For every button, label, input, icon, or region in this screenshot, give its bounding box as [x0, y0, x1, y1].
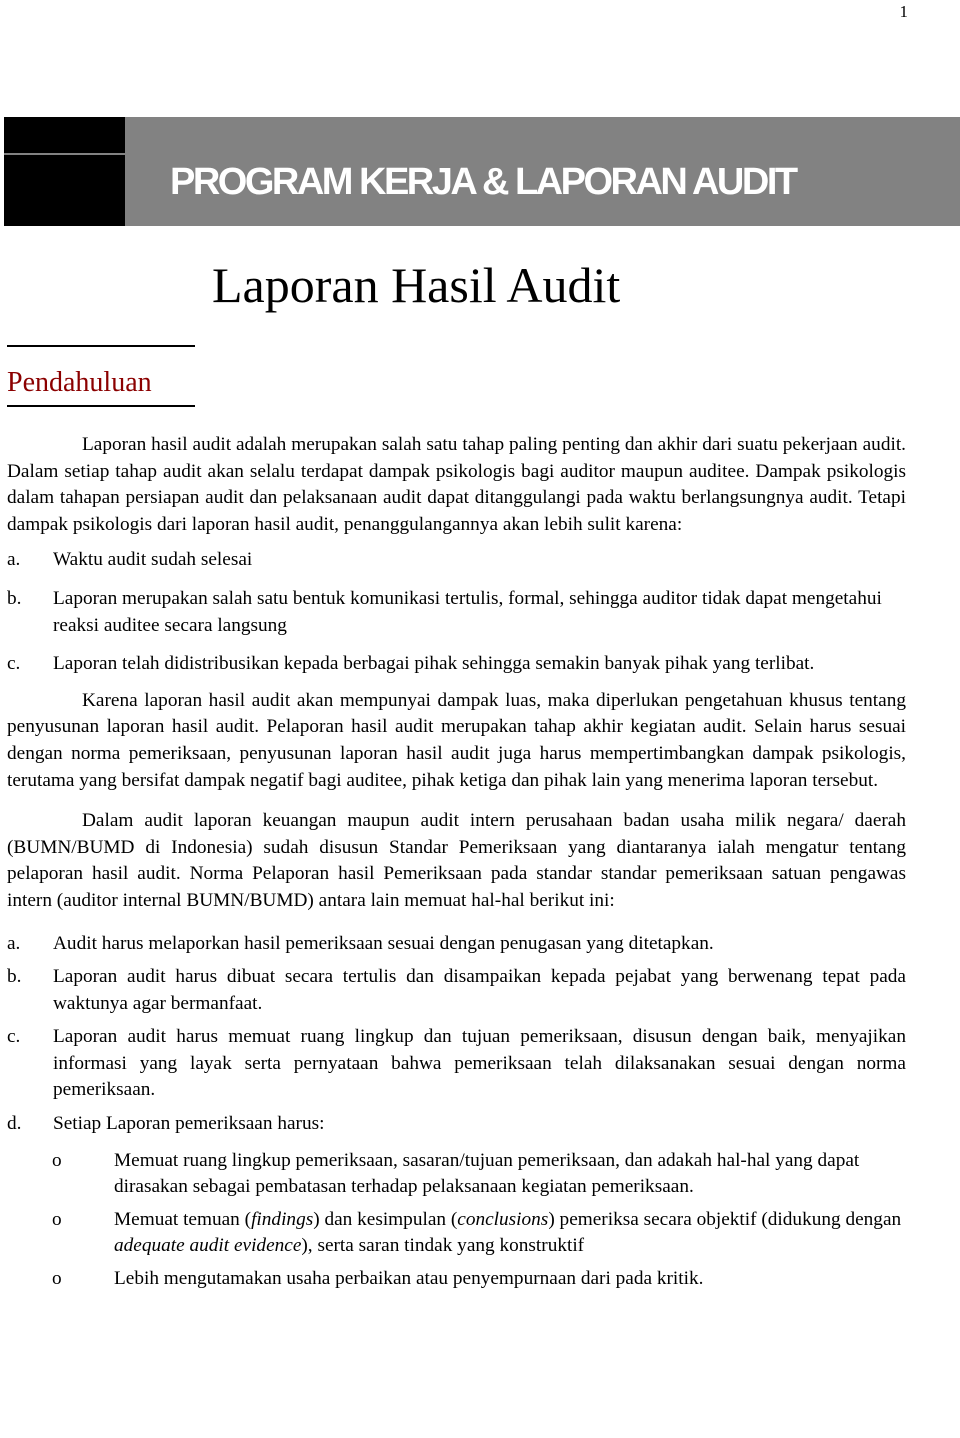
list-item	[7, 547, 906, 574]
bullet-marker: o	[52, 1268, 62, 1290]
section-rule-top	[7, 345, 195, 347]
page-number: 1	[899, 2, 908, 21]
italic-term: findings	[251, 1208, 314, 1230]
page-title: Laporan Hasil Audit	[212, 257, 621, 313]
sub-list-item	[7, 1266, 906, 1293]
list-item-text: Laporan audit harus dibuat secara tertulis dan disampaikan kepada pejabat yang berwenang tepat pada waktunya agar bermanfaat.	[53, 966, 906, 1014]
document-body	[7, 432, 906, 1299]
standards-list	[7, 931, 906, 1138]
list-item-text: Waktu audit sudah selesai	[53, 549, 253, 571]
list-item	[7, 931, 906, 958]
sub-items-list	[7, 1148, 906, 1293]
sub-list-item	[7, 1207, 906, 1260]
list-item	[7, 1024, 906, 1104]
sub-list-item	[7, 1148, 906, 1201]
sub-item-text: Memuat ruang lingkup pemeriksaan, sasaran/tujuan pemeriksaan, dan adakah hal-hal yang dapat dirasakan sebagai pembatasan terhadap pelaksanaan kegiatan pemeriksaan.	[114, 1149, 860, 1198]
reasons-list	[7, 547, 906, 677]
list-marker: d.	[7, 1113, 22, 1135]
section-rule-bottom	[7, 405, 195, 407]
list-item	[7, 651, 906, 678]
sub-item-text: Lebih mengutamakan usaha perbaikan atau penyempurnaan dari pada kritik.	[114, 1268, 704, 1290]
bullet-marker: o	[52, 1149, 62, 1171]
bullet-marker: o	[52, 1208, 62, 1230]
list-item-text: Audit harus melaporkan hasil pemeriksaan sesuai dengan penugasan yang ditetapkan.	[53, 932, 714, 954]
list-marker: c.	[7, 653, 21, 675]
italic-term: conclusions	[457, 1208, 549, 1230]
list-marker: c.	[7, 1026, 21, 1048]
list-item	[7, 1111, 906, 1138]
list-marker: a.	[7, 932, 21, 954]
list-item-text: Laporan audit harus memuat ruang lingkup dan tujuan pemeriksaan, disusun dengan baik, menyajikan informasi yang layak serta pernyataan bahwa pemeriksaan telah dilaksanakan sesuai dengan norma pemeriksaan.	[53, 1026, 906, 1101]
list-item-text: Setiap Laporan pemeriksaan harus:	[53, 1113, 325, 1135]
list-marker: b.	[7, 966, 22, 988]
banner-black-block	[4, 117, 125, 226]
list-marker: a.	[7, 549, 21, 571]
header-banner	[4, 117, 960, 226]
intro-paragraph: Laporan hasil audit adalah merupakan salah satu tahap paling penting dan akhir dari suatu pekerjaan audit. Dalam setiap tahap audit akan selalu terdapat dampak psikologis bagi auditor maupun auditee. Dampak psikologis dalam tahapan persiapan audit dan pelaksanaan audit dapat ditanggulangi pada waktu berlangsungnya audit. Tetapi dampak psikologis dari laporan hasil audit, penanggulangannya akan lebih sulit karena:	[7, 434, 906, 535]
italic-term: adequate audit evidence	[114, 1235, 302, 1257]
list-item-text: Laporan merupakan salah satu bentuk komunikasi tertulis, formal, sehingga auditor tidak dapat mengetahui reaksi auditee secara langsung	[53, 587, 882, 636]
sub-item-text: Memuat temuan (findings) dan kesimpulan (conclusions) pemeriksa secara objektif (didukung dengan adequate audit evidence), serta saran tindak yang konstruktif	[114, 1208, 902, 1257]
list-item	[7, 586, 906, 639]
banner-title: PROGRAM KERJA & LAPORAN AUDIT	[170, 161, 796, 203]
list-marker: b.	[7, 587, 22, 609]
paragraph-3: Dalam audit laporan keuangan maupun audit intern perusahaan badan usaha milik negara/ daerah (BUMN/BUMD di Indonesia) sudah disusun Standar Pemeriksaan yang diantaranya ialah mengatur tentang pelaporan hasil audit. Norma Pelaporan hasil Pemeriksaan pada standar standar pemeriksaan satuan pengawas intern (auditor internal BUMN/BUMD) antara lain memuat hal-hal berikut ini:	[7, 810, 906, 911]
list-item	[7, 964, 906, 1017]
list-item-text: Laporan telah didistribusikan kepada berbagai pihak sehingga semakin banyak pihak yang terlibat.	[53, 653, 815, 675]
section-heading: Pendahuluan	[7, 367, 152, 398]
paragraph-2: Karena laporan hasil audit akan mempunyai dampak luas, maka diperlukan pengetahuan khusus tentang penyusunan laporan hasil audit. Pelaporan hasil audit merupakan tahap akhir kegiatan audit. Selain harus sesuai dengan norma pemeriksaan, penyusunan laporan hasil audit juga harus mempertimbangkan dampak psikologis, terutama yang bersifat dampak negatif bagi auditee, pihak ketiga dan pihak lain yang menerima laporan tersebut.	[7, 689, 906, 791]
